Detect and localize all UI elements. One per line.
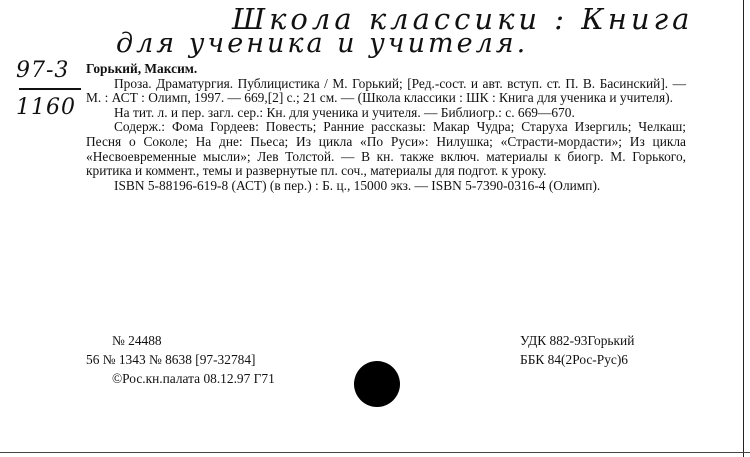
handwritten-series-line-1: Школа классики : Книга <box>232 2 694 36</box>
registration-numbers: 56 № 1343 № 8638 [97-32784] <box>86 352 256 367</box>
isbn-line: ISBN 5-88196-619-8 (АСТ) (в пер.) : Б. ц., 15000 экз. — ISBN 5-7390-0316-4 (Олимп). <box>114 177 601 193</box>
chamber-stamp: ©Рос.кн.палата 08.12.97 Г71 <box>112 371 275 386</box>
contents-note: Содерж.: Фома Гордеев: Повесть; Ранние рассказы: Макар Чудра; Старуха Изергиль; Челкаш; Песня о Соколе; На дне: Пьеса; Из цикла «По Руси»: Нилушка; «Страсти-мордасти»; Из цикла «Несвоевременные мысли»; Лев Толстой. — В кн. также включ. материалы к биогр. М. Горького, критика и коммент., темы и развернутые пл. соч., материалы для подгот. к уроку. <box>86 119 686 179</box>
registration-block <box>86 331 275 388</box>
call-number-top: 97-3 <box>16 58 70 83</box>
call-number-divider <box>19 88 81 90</box>
title-note: На тит. л. и пер. загл. сер.: Кн. для ученика и учителя. — Библиогр.: с. 669—670. <box>114 104 575 120</box>
call-number-bottom: 1160 <box>16 95 76 120</box>
bibliographic-record <box>86 62 686 193</box>
handwritten-series-line-2: для ученика и учителя. <box>116 28 529 59</box>
card-punch-hole <box>354 361 400 407</box>
bbk-code: ББК 84(2Рос-Рус)6 <box>520 352 628 367</box>
record-number: № 24488 <box>112 333 162 348</box>
classification-block <box>520 331 634 369</box>
title-description: Проза. Драматургия. Публицистика / М. Горький; [Ред.-сост. и авт. вступ. ст. П. В. Басинский]. — М. : АСТ : Олимп, 1997. — 669,[2] с.; 21 см. — (Школа классики : ШК : Книга для ученика и учителя). <box>86 75 686 106</box>
card-right-edge <box>743 0 744 457</box>
udk-code: УДК 882-93Горький <box>520 333 635 348</box>
card-bottom-edge <box>0 452 750 453</box>
author-heading: Горький, Максим. <box>86 61 198 76</box>
